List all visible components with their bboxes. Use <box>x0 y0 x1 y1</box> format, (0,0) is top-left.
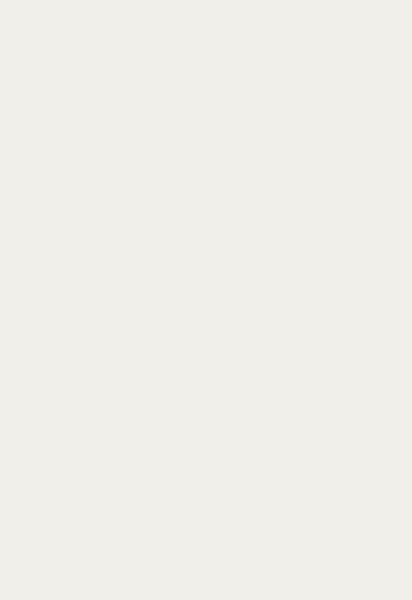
career-records-section <box>20 462 396 476</box>
season-records-section <box>20 122 396 136</box>
